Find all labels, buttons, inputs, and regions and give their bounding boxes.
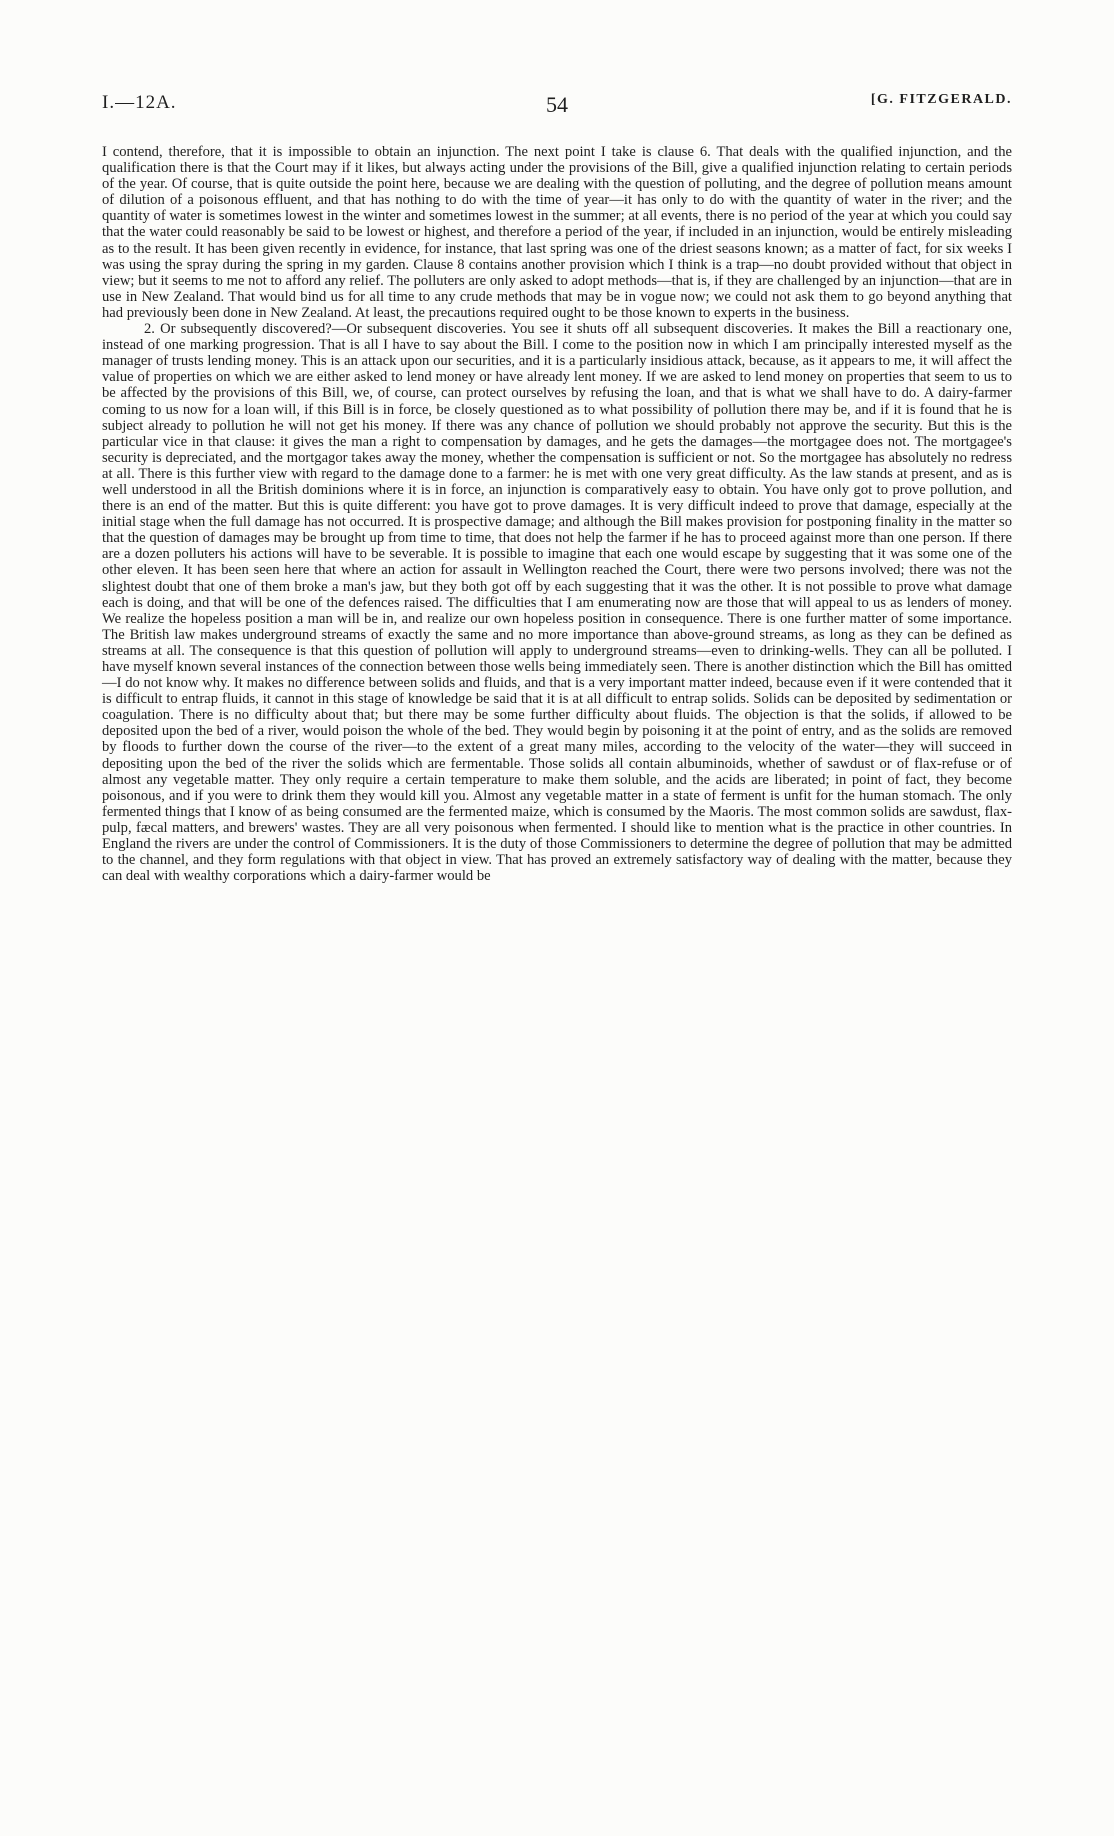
- paragraph-2: 2. Or subsequently discovered?—Or subsequent discoveries. You see it shuts off all subsequent discoveries. It makes the Bill a reactionary one, instead of one marking progression. That is all I have to say about the Bill. I come to the position now in which I am principally interested myself as the manager of trusts lending money. This is an attack upon our securities, and it is a particularly insidious attack, because, as it appears to me, it will affect the value of properties on which we are either asked to lend money or have already lent money. If we are asked to lend money on properties that seem to us to be affected by the provisions of this Bill, we, of course, can protect ourselves by refusing the loan, and that is what we shall have to do. A dairy-farmer coming to us now for a loan will, if this Bill is in force, be closely questioned as to what possibility of pollution there may be, and if it is found that he is subject already to pollution he will not get his money. If there was any chance of pollution we should probably not approve the security. But this is the particular vice in that clause: it gives the man a right to compensation by damages, and he gets the damages—the mortgagee does not. The mortgagee's security is depreciated, and the mortgagor takes away the money, whether the compensation is sufficient or not. So the mortgagee has absolutely no redress at all. There is this further view with regard to the damage done to a farmer: he is met with one very great difficulty. As the law stands at present, and as is well understood in all the British dominions where it is in force, an injunction is comparatively easy to obtain. You have only got to prove pollution, and there is an end of the matter. But this is quite different: you have got to prove damages. It is very difficult indeed to prove that damage, especially at the initial stage when the full damage has not occurred. It is prospective damage; and although the Bill makes provision for postponing finality in the matter so that the question of damages may be brought up from time to time, that does not help the farmer if he has to proceed against more than one person. If there are a dozen polluters his actions will have to be severable. It is possible to imagine that each one would escape by suggesting that it was some one of the other eleven. It has been seen here that where an action for assault in Wellington reached the Court, there were two persons involved; there was not the slightest doubt that one of them broke a man's jaw, but they both got off by each suggesting that it was the other. It is not possible to prove what damage each is doing, and that will be one of the defences raised. The difficulties that I am enumerating now are those that will appeal to us as lenders of money. We realize the hopeless position a man will be in, and realize our own hopeless position in consequence. There is one further matter of some importance. The British law makes underground streams of exactly the same and no more importance than above-ground streams, as long as they can be defined as streams at all. The consequence is that this question of pollution will apply to underground streams—even to drinking-wells. They can all be polluted. I have myself known several instances of the connection between those wells being immediately seen. There is another distinction which the Bill has omitted—I do not know why. It makes no difference between solids and fluids, and that is a very important matter indeed, because even if it were contended that it is difficult to entrap fluids, it cannot in this stage of knowledge be said that it is at all difficult to entrap solids. Solids can be deposited by sedimentation or coagulation. There is no difficulty about that; but there may be some further difficulty about fluids. The objection is that the solids, if allowed to be deposited upon the bed of a river, would poison the whole of the bed. They would begin by poisoning it at the point of entry, and as the solids are removed by floods to further down the course of the river—to the extent of a great many miles, according to the velocity of the water—they will succeed in depositing upon the bed of the river the solids which are fermentable. Those solids all contain albuminoids, whether of sawdust or of flax-refuse or of almost any vegetable matter. They only require a certain temperature to make them soluble, and the acids are liberated; in point of fact, they become poisonous, and if you were to drink them they would kill you. Almost any vegetable matter in a state of ferment is unfit for the human stomach. The only fermented things that I know of as being consumed are the fermented maize, which is consumed by the Maoris. The most common solids are sawdust, flax-pulp, fæcal matters, and brewers' wastes. They are all very poisonous when fermented. I should like to mention what is the practice in other countries. In England the rivers are under the control of Commissioners. It is the duty of those Commissioners to determine the degree of pollution that may be admitted to the channel, and they form regulations with that object in view. That has proved an extremely satisfactory way of dealing with the matter, because they can deal with wealthy corporations which a dairy-farmer would be: [102, 321, 1012, 885]
- witness-name: [G. FITZGERALD.: [870, 92, 1012, 107]
- paragraph-1: I contend, therefore, that it is impossible to obtain an injunction. The next point I take is clause 6. That deals with the qualified injunction, and the qualification there is that the Court may if it likes, but always acting under the provisions of the Bill, give a qualified injunction relating to certain periods of the year. Of course, that is quite outside the point here, because we are dealing with the question of polluting, and the degree of pollution means amount of dilution of a poisonous effluent, and that has nothing to do with the time of year—it has only to do with the quantity of water in the river; and the quantity of water is sometimes lowest in the winter and sometimes lowest in the summer; at all events, there is no period of the year at which you could say that the water could reasonably be said to be lowest or highest, and therefore a period of the year, if included in an injunction, would be entirely misleading as to the result. It has been given recently in evidence, for instance, that last spring was one of the driest seasons known; as a matter of fact, for six weeks I was using the spray during the spring in my garden. Clause 8 contains another provision which I think is a trap—no doubt provided without that object in view; but it seems to me not to afford any relief. The polluters are only asked to adopt methods—that is, if they are challenged by an injunction—that are in use in New Zealand. That would bind us for all time to any crude methods that may be in vogue now; we could not ask them to go beyond anything that had previously been done in New Zealand. At least, the precautions required ought to be those known to experts in the business.: [102, 144, 1012, 321]
- page-number: 54: [546, 92, 568, 117]
- document-reference: I.—12A.: [102, 92, 177, 113]
- page-header: [102, 92, 1012, 116]
- body-text: [102, 144, 1012, 884]
